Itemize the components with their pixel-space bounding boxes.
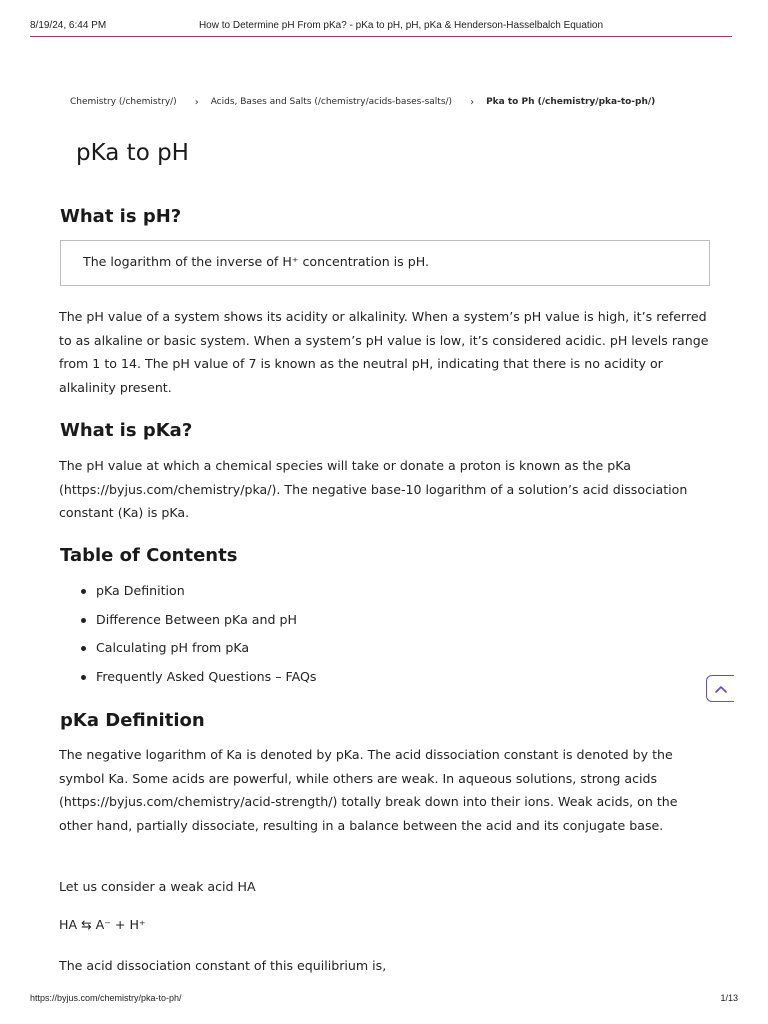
scroll-to-top-button[interactable] [706, 675, 734, 702]
print-footer-url: https://byjus.com/chemistry/pka-to-ph/ [30, 993, 182, 1003]
breadcrumb [70, 97, 655, 108]
print-document-title: How to Determine pH From pKa? - pKa to pH, pH, pKa & Henderson-Hasselbalch Equation [198, 20, 604, 31]
constant-intro: The acid dissociation constant of this equilibrium is, [59, 958, 387, 973]
ph-paragraph: The pH value of a system shows its acidity or alkalinity. When a system’s pH value is high, it’s referred to as alkaline or basic system. When a system’s pH value is low, it’s considered acidic. pH levels range from 1 to 14. The pH value of 7 is known as the neutral pH, indicating that there is no acidity or alkalinity present. [59, 309, 709, 395]
heading-pka-definition: pKa Definition [60, 710, 205, 731]
dissociation-equation: HA ⇆ A⁻ + H⁺ [59, 917, 146, 932]
pka-definition-paragraph: The negative logarithm of Ka is denoted by pKa. The acid dissociation constant is denoted by the symbol Ka. Some acids are powerful, while others are weak. In aqueous solutions, strong acids (https://byjus.com/chemistry/acid-strength/) totally break down into their ions. Weak acids, on the other hand, partially dissociate, resulting in a balance between the acid and its conjugate base. [59, 747, 678, 833]
breadcrumb-item-acids-bases-salts[interactable]: Acids, Bases and Salts (/chemistry/acids-bases-salts/) [210, 97, 453, 107]
print-datetime: 8/19/24, 6:44 PM [30, 20, 107, 31]
breadcrumb-separator: › [194, 97, 199, 108]
pka-paragraph: The pH value at which a chemical species will take or donate a proton is known as the pKa (https://byjus.com/chemistry/pka/). The negative base-10 logarithm of a solution’s acid dissociation constant (Ka) is pKa. [59, 458, 688, 520]
page-counter: 1/13 [720, 993, 738, 1003]
toc-item-pka-definition[interactable]: pKa Definition [96, 580, 317, 609]
heading-table-of-contents: Table of Contents [60, 545, 238, 566]
chevron-up-icon [714, 684, 728, 694]
toc-item-faqs[interactable]: Frequently Asked Questions – FAQs [96, 666, 317, 695]
header-divider [30, 36, 732, 37]
toc-item-calculating[interactable]: Calculating pH from pKa [96, 637, 317, 666]
heading-what-is-pka: What is pKa? [60, 420, 193, 441]
weak-acid-intro: Let us consider a weak acid HA [59, 879, 256, 894]
heading-what-is-ph: What is pH? [60, 206, 182, 227]
breadcrumb-item-chemistry[interactable]: Chemistry (/chemistry/) [70, 97, 177, 107]
page-title: pKa to pH [76, 140, 189, 166]
breadcrumb-separator: › [470, 97, 475, 108]
toc-item-difference[interactable]: Difference Between pKa and pH [96, 609, 317, 638]
ph-definition-box: The logarithm of the inverse of H⁺ concentration is pH. [60, 240, 710, 286]
toc-list [96, 580, 317, 694]
breadcrumb-item-current[interactable]: Pka to Ph (/chemistry/pka-to-ph/) [486, 97, 656, 107]
print-header [30, 18, 732, 38]
